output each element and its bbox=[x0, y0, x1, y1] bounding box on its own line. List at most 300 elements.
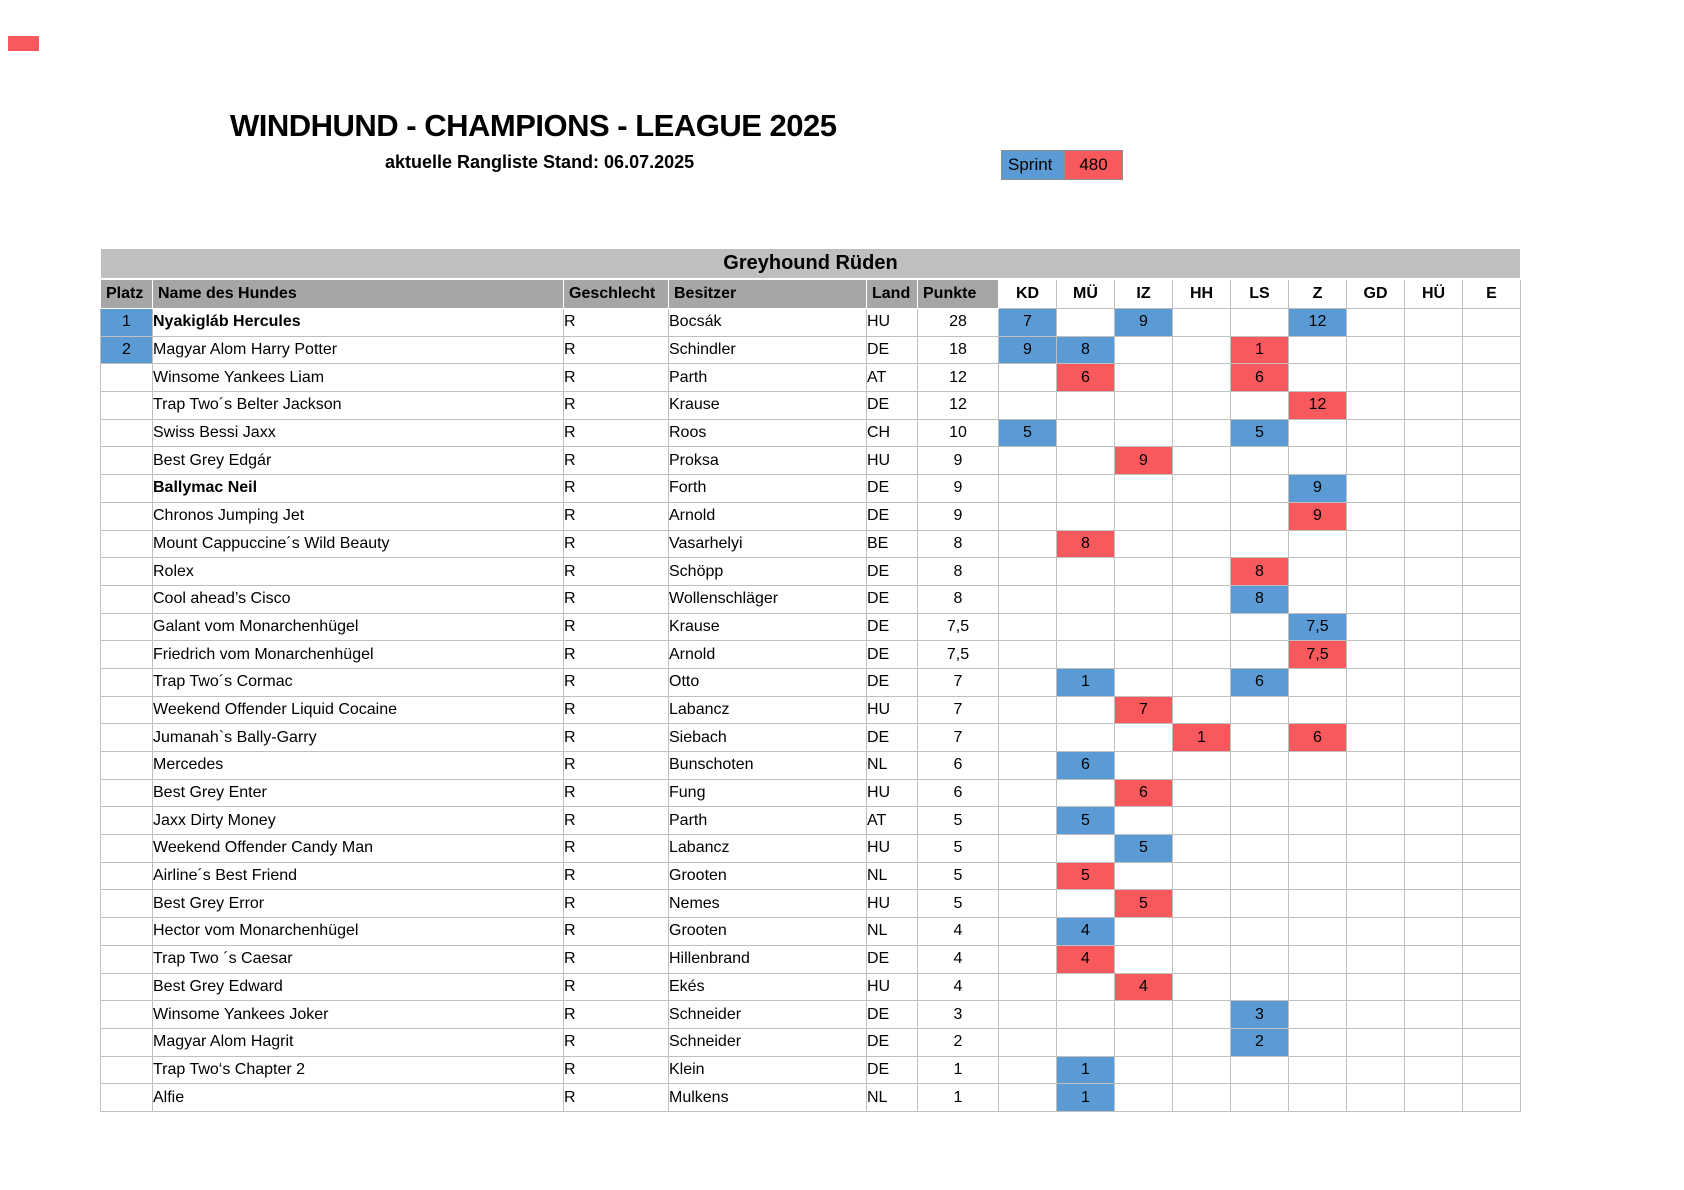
cell-score-IZ bbox=[1115, 1084, 1173, 1112]
cell-score-E bbox=[1463, 668, 1521, 696]
cell-score-Z bbox=[1289, 585, 1347, 613]
cell-score-LS bbox=[1231, 613, 1289, 641]
cell-score-KD bbox=[999, 862, 1057, 890]
cell-besitzer: Mulkens bbox=[669, 1084, 867, 1112]
cell-punkte: 18 bbox=[918, 336, 999, 364]
cell-score-GD bbox=[1347, 696, 1405, 724]
cell-besitzer: Labancz bbox=[669, 696, 867, 724]
cell-land: DE bbox=[867, 668, 918, 696]
cell-platz bbox=[101, 945, 153, 973]
cell-platz bbox=[101, 862, 153, 890]
cell-score-E bbox=[1463, 1056, 1521, 1084]
table-row bbox=[101, 447, 1521, 475]
cell-geschlecht: R bbox=[564, 890, 669, 918]
cell-score-KD bbox=[999, 558, 1057, 586]
cell-score-IZ: 6 bbox=[1115, 779, 1173, 807]
cell-geschlecht: R bbox=[564, 530, 669, 558]
cell-score-E bbox=[1463, 835, 1521, 863]
cell-score-E bbox=[1463, 309, 1521, 337]
cell-score-HÜ bbox=[1405, 585, 1463, 613]
cell-besitzer: Proksa bbox=[669, 447, 867, 475]
column-header-platz: Platz bbox=[101, 279, 153, 309]
cell-land: DE bbox=[867, 613, 918, 641]
cell-punkte: 28 bbox=[918, 309, 999, 337]
cell-score-GD bbox=[1347, 392, 1405, 420]
cell-score-KD bbox=[999, 1056, 1057, 1084]
table-row bbox=[101, 364, 1521, 392]
cell-besitzer: Krause bbox=[669, 392, 867, 420]
cell-score-HÜ bbox=[1405, 336, 1463, 364]
cell-platz bbox=[101, 613, 153, 641]
sprint-legend-value: 480 bbox=[1065, 151, 1122, 179]
cell-land: DE bbox=[867, 641, 918, 669]
cell-score-LS: 6 bbox=[1231, 364, 1289, 392]
cell-score-KD bbox=[999, 475, 1057, 503]
cell-dog-name: Magyar Alom Harry Potter bbox=[153, 336, 564, 364]
cell-dog-name: Best Grey Error bbox=[153, 890, 564, 918]
cell-punkte: 6 bbox=[918, 779, 999, 807]
cell-score-Z: 6 bbox=[1289, 724, 1347, 752]
cell-score-MÜ: 1 bbox=[1057, 1084, 1115, 1112]
cell-score-KD bbox=[999, 973, 1057, 1001]
cell-score-GD bbox=[1347, 862, 1405, 890]
cell-score-KD bbox=[999, 1084, 1057, 1112]
cell-score-Z bbox=[1289, 945, 1347, 973]
cell-dog-name: Winsome Yankees Liam bbox=[153, 364, 564, 392]
table-row bbox=[101, 475, 1521, 503]
cell-geschlecht: R bbox=[564, 641, 669, 669]
cell-score-MÜ bbox=[1057, 696, 1115, 724]
cell-score-HÜ bbox=[1405, 1001, 1463, 1029]
cell-punkte: 10 bbox=[918, 419, 999, 447]
cell-land: AT bbox=[867, 364, 918, 392]
cell-score-GD bbox=[1347, 835, 1405, 863]
cell-score-LS bbox=[1231, 309, 1289, 337]
cell-score-Z bbox=[1289, 835, 1347, 863]
cell-platz bbox=[101, 392, 153, 420]
cell-score-IZ bbox=[1115, 502, 1173, 530]
cell-score-IZ: 9 bbox=[1115, 309, 1173, 337]
cell-punkte: 9 bbox=[918, 502, 999, 530]
cell-besitzer: Schöpp bbox=[669, 558, 867, 586]
cell-score-LS bbox=[1231, 502, 1289, 530]
cell-score-MÜ: 6 bbox=[1057, 364, 1115, 392]
cell-punkte: 9 bbox=[918, 447, 999, 475]
cell-land: DE bbox=[867, 1001, 918, 1029]
cell-score-GD bbox=[1347, 724, 1405, 752]
cell-geschlecht: R bbox=[564, 502, 669, 530]
cell-dog-name: Winsome Yankees Joker bbox=[153, 1001, 564, 1029]
cell-score-Z bbox=[1289, 419, 1347, 447]
cell-besitzer: Parth bbox=[669, 364, 867, 392]
cell-score-Z bbox=[1289, 530, 1347, 558]
cell-score-Z bbox=[1289, 1028, 1347, 1056]
cell-land: HU bbox=[867, 447, 918, 475]
cell-score-KD bbox=[999, 807, 1057, 835]
cell-platz bbox=[101, 447, 153, 475]
cell-score-IZ bbox=[1115, 807, 1173, 835]
cell-score-MÜ: 5 bbox=[1057, 862, 1115, 890]
cell-punkte: 1 bbox=[918, 1056, 999, 1084]
cell-dog-name: Swiss Bessi Jaxx bbox=[153, 419, 564, 447]
table-row bbox=[101, 641, 1521, 669]
cell-score-IZ: 5 bbox=[1115, 890, 1173, 918]
cell-score-LS bbox=[1231, 530, 1289, 558]
cell-score-Z bbox=[1289, 1001, 1347, 1029]
cell-punkte: 6 bbox=[918, 752, 999, 780]
cell-score-LS: 8 bbox=[1231, 558, 1289, 586]
table-row bbox=[101, 724, 1521, 752]
cell-score-Z bbox=[1289, 807, 1347, 835]
cell-score-IZ bbox=[1115, 1056, 1173, 1084]
cell-score-KD bbox=[999, 945, 1057, 973]
cell-dog-name: Trap Two‘s Chapter 2 bbox=[153, 1056, 564, 1084]
cell-score-KD bbox=[999, 364, 1057, 392]
cell-score-MÜ bbox=[1057, 835, 1115, 863]
cell-score-HÜ bbox=[1405, 613, 1463, 641]
cell-score-GD bbox=[1347, 364, 1405, 392]
cell-score-KD: 5 bbox=[999, 419, 1057, 447]
cell-land: HU bbox=[867, 890, 918, 918]
cell-score-IZ: 9 bbox=[1115, 447, 1173, 475]
cell-besitzer: Labancz bbox=[669, 835, 867, 863]
cell-land: HU bbox=[867, 309, 918, 337]
cell-score-HH bbox=[1173, 613, 1231, 641]
cell-score-IZ: 5 bbox=[1115, 835, 1173, 863]
cell-dog-name: Airline´s Best Friend bbox=[153, 862, 564, 890]
cell-besitzer: Nemes bbox=[669, 890, 867, 918]
cell-score-E bbox=[1463, 945, 1521, 973]
cell-score-Z bbox=[1289, 1084, 1347, 1112]
cell-geschlecht: R bbox=[564, 945, 669, 973]
cell-score-E bbox=[1463, 696, 1521, 724]
cell-land: DE bbox=[867, 1028, 918, 1056]
cell-score-KD bbox=[999, 1028, 1057, 1056]
cell-dog-name: Best Grey Edward bbox=[153, 973, 564, 1001]
cell-geschlecht: R bbox=[564, 447, 669, 475]
cell-score-E bbox=[1463, 1001, 1521, 1029]
cell-land: DE bbox=[867, 585, 918, 613]
cell-besitzer: Wollenschläger bbox=[669, 585, 867, 613]
cell-dog-name: Best Grey Enter bbox=[153, 779, 564, 807]
cell-geschlecht: R bbox=[564, 835, 669, 863]
cell-score-IZ bbox=[1115, 945, 1173, 973]
cell-punkte: 5 bbox=[918, 862, 999, 890]
cell-land: NL bbox=[867, 752, 918, 780]
cell-score-LS bbox=[1231, 945, 1289, 973]
cell-punkte: 4 bbox=[918, 945, 999, 973]
cell-score-MÜ bbox=[1057, 419, 1115, 447]
table-row bbox=[101, 336, 1521, 364]
cell-score-GD bbox=[1347, 475, 1405, 503]
cell-platz bbox=[101, 641, 153, 669]
cell-score-GD bbox=[1347, 1056, 1405, 1084]
cell-score-LS bbox=[1231, 392, 1289, 420]
cell-score-IZ bbox=[1115, 364, 1173, 392]
cell-score-IZ bbox=[1115, 419, 1173, 447]
cell-punkte: 9 bbox=[918, 475, 999, 503]
table-row bbox=[101, 807, 1521, 835]
cell-score-HH bbox=[1173, 945, 1231, 973]
cell-platz bbox=[101, 807, 153, 835]
cell-score-KD bbox=[999, 724, 1057, 752]
cell-land: NL bbox=[867, 1084, 918, 1112]
cell-geschlecht: R bbox=[564, 973, 669, 1001]
cell-score-LS bbox=[1231, 752, 1289, 780]
table-row bbox=[101, 752, 1521, 780]
table-row bbox=[101, 1001, 1521, 1029]
cell-score-E bbox=[1463, 419, 1521, 447]
cell-score-LS bbox=[1231, 447, 1289, 475]
cell-besitzer: Roos bbox=[669, 419, 867, 447]
cell-score-E bbox=[1463, 530, 1521, 558]
cell-score-IZ bbox=[1115, 530, 1173, 558]
cell-score-LS: 5 bbox=[1231, 419, 1289, 447]
cell-score-LS bbox=[1231, 724, 1289, 752]
cell-score-Z bbox=[1289, 696, 1347, 724]
cell-score-HÜ bbox=[1405, 862, 1463, 890]
cell-score-IZ bbox=[1115, 752, 1173, 780]
cell-score-HH bbox=[1173, 862, 1231, 890]
cell-platz bbox=[101, 558, 153, 586]
cell-score-HÜ bbox=[1405, 724, 1463, 752]
cell-platz: 2 bbox=[101, 336, 153, 364]
cell-score-GD bbox=[1347, 585, 1405, 613]
cell-score-LS bbox=[1231, 890, 1289, 918]
cell-score-HÜ bbox=[1405, 752, 1463, 780]
cell-score-HH bbox=[1173, 392, 1231, 420]
cell-score-Z: 12 bbox=[1289, 392, 1347, 420]
column-header-event: HÜ bbox=[1405, 279, 1463, 309]
cell-score-E bbox=[1463, 779, 1521, 807]
cell-score-GD bbox=[1347, 419, 1405, 447]
column-header-event: IZ bbox=[1115, 279, 1173, 309]
cell-punkte: 1 bbox=[918, 1084, 999, 1112]
cell-land: BE bbox=[867, 530, 918, 558]
cell-score-HÜ bbox=[1405, 1028, 1463, 1056]
cell-score-HH bbox=[1173, 641, 1231, 669]
cell-score-Z bbox=[1289, 862, 1347, 890]
column-header-event: Z bbox=[1289, 279, 1347, 309]
red-marker bbox=[8, 36, 39, 51]
cell-platz bbox=[101, 668, 153, 696]
cell-score-Z: 9 bbox=[1289, 502, 1347, 530]
cell-platz bbox=[101, 973, 153, 1001]
cell-punkte: 7 bbox=[918, 696, 999, 724]
cell-score-KD bbox=[999, 918, 1057, 946]
cell-geschlecht: R bbox=[564, 336, 669, 364]
cell-score-MÜ bbox=[1057, 1001, 1115, 1029]
cell-score-LS bbox=[1231, 918, 1289, 946]
cell-geschlecht: R bbox=[564, 613, 669, 641]
cell-score-LS bbox=[1231, 779, 1289, 807]
table-row bbox=[101, 613, 1521, 641]
cell-score-IZ bbox=[1115, 641, 1173, 669]
cell-geschlecht: R bbox=[564, 558, 669, 586]
cell-score-GD bbox=[1347, 918, 1405, 946]
cell-score-HÜ bbox=[1405, 1084, 1463, 1112]
cell-score-E bbox=[1463, 918, 1521, 946]
cell-score-HÜ bbox=[1405, 696, 1463, 724]
cell-score-HH bbox=[1173, 502, 1231, 530]
cell-land: DE bbox=[867, 558, 918, 586]
column-header-event: KD bbox=[999, 279, 1057, 309]
cell-score-MÜ: 8 bbox=[1057, 336, 1115, 364]
cell-dog-name: Nyakigláb Hercules bbox=[153, 309, 564, 337]
cell-platz bbox=[101, 918, 153, 946]
cell-besitzer: Ekés bbox=[669, 973, 867, 1001]
cell-score-KD bbox=[999, 668, 1057, 696]
cell-score-HH bbox=[1173, 779, 1231, 807]
cell-score-Z bbox=[1289, 668, 1347, 696]
cell-score-IZ bbox=[1115, 862, 1173, 890]
cell-score-GD bbox=[1347, 558, 1405, 586]
column-header-name: Name des Hundes bbox=[153, 279, 564, 309]
cell-score-Z: 7,5 bbox=[1289, 641, 1347, 669]
cell-score-KD bbox=[999, 613, 1057, 641]
cell-geschlecht: R bbox=[564, 668, 669, 696]
column-header-punkte: Punkte bbox=[918, 279, 999, 309]
cell-punkte: 8 bbox=[918, 585, 999, 613]
cell-land: DE bbox=[867, 724, 918, 752]
cell-score-MÜ bbox=[1057, 1028, 1115, 1056]
cell-score-IZ bbox=[1115, 1001, 1173, 1029]
cell-land: DE bbox=[867, 1056, 918, 1084]
cell-score-LS bbox=[1231, 1056, 1289, 1084]
cell-score-HÜ bbox=[1405, 779, 1463, 807]
table-row bbox=[101, 1084, 1521, 1112]
cell-score-MÜ: 6 bbox=[1057, 752, 1115, 780]
cell-dog-name: Weekend Offender Candy Man bbox=[153, 835, 564, 863]
cell-besitzer: Arnold bbox=[669, 641, 867, 669]
cell-score-MÜ bbox=[1057, 613, 1115, 641]
cell-dog-name: Trap Two´s Belter Jackson bbox=[153, 392, 564, 420]
cell-score-MÜ bbox=[1057, 558, 1115, 586]
cell-punkte: 3 bbox=[918, 1001, 999, 1029]
cell-score-MÜ: 4 bbox=[1057, 945, 1115, 973]
column-header-geschlecht: Geschlecht bbox=[564, 279, 669, 309]
cell-platz bbox=[101, 890, 153, 918]
cell-score-MÜ: 1 bbox=[1057, 1056, 1115, 1084]
cell-besitzer: Krause bbox=[669, 613, 867, 641]
cell-land: DE bbox=[867, 945, 918, 973]
cell-score-GD bbox=[1347, 530, 1405, 558]
cell-score-MÜ bbox=[1057, 309, 1115, 337]
cell-score-LS: 6 bbox=[1231, 668, 1289, 696]
cell-dog-name: Chronos Jumping Jet bbox=[153, 502, 564, 530]
table-row bbox=[101, 419, 1521, 447]
cell-score-E bbox=[1463, 364, 1521, 392]
cell-score-KD bbox=[999, 392, 1057, 420]
section-title: Greyhound Rüden bbox=[101, 249, 1521, 280]
cell-score-E bbox=[1463, 475, 1521, 503]
cell-geschlecht: R bbox=[564, 392, 669, 420]
cell-score-MÜ: 4 bbox=[1057, 918, 1115, 946]
cell-score-E bbox=[1463, 862, 1521, 890]
cell-dog-name: Alfie bbox=[153, 1084, 564, 1112]
cell-score-E bbox=[1463, 752, 1521, 780]
cell-besitzer: Bocsák bbox=[669, 309, 867, 337]
cell-score-LS: 8 bbox=[1231, 585, 1289, 613]
cell-score-HÜ bbox=[1405, 973, 1463, 1001]
cell-score-LS bbox=[1231, 696, 1289, 724]
cell-score-LS bbox=[1231, 475, 1289, 503]
cell-besitzer: Forth bbox=[669, 475, 867, 503]
cell-score-KD bbox=[999, 1001, 1057, 1029]
cell-geschlecht: R bbox=[564, 475, 669, 503]
cell-geschlecht: R bbox=[564, 696, 669, 724]
cell-besitzer: Bunschoten bbox=[669, 752, 867, 780]
cell-score-IZ bbox=[1115, 613, 1173, 641]
cell-score-E bbox=[1463, 724, 1521, 752]
cell-geschlecht: R bbox=[564, 1084, 669, 1112]
table-row bbox=[101, 530, 1521, 558]
cell-punkte: 12 bbox=[918, 364, 999, 392]
cell-score-LS: 3 bbox=[1231, 1001, 1289, 1029]
cell-platz bbox=[101, 835, 153, 863]
column-header-event: LS bbox=[1231, 279, 1289, 309]
cell-geschlecht: R bbox=[564, 1028, 669, 1056]
cell-geschlecht: R bbox=[564, 1056, 669, 1084]
cell-geschlecht: R bbox=[564, 862, 669, 890]
cell-score-GD bbox=[1347, 890, 1405, 918]
cell-score-KD bbox=[999, 502, 1057, 530]
cell-score-E bbox=[1463, 807, 1521, 835]
cell-score-GD bbox=[1347, 945, 1405, 973]
cell-besitzer: Arnold bbox=[669, 502, 867, 530]
cell-platz bbox=[101, 530, 153, 558]
cell-land: DE bbox=[867, 502, 918, 530]
cell-besitzer: Hillenbrand bbox=[669, 945, 867, 973]
table-row bbox=[101, 696, 1521, 724]
cell-besitzer: Parth bbox=[669, 807, 867, 835]
cell-punkte: 5 bbox=[918, 807, 999, 835]
cell-platz bbox=[101, 585, 153, 613]
cell-score-KD bbox=[999, 779, 1057, 807]
cell-score-HH bbox=[1173, 364, 1231, 392]
cell-score-MÜ bbox=[1057, 475, 1115, 503]
cell-geschlecht: R bbox=[564, 364, 669, 392]
cell-dog-name: Trap Two ´s Caesar bbox=[153, 945, 564, 973]
cell-score-IZ bbox=[1115, 558, 1173, 586]
cell-land: NL bbox=[867, 918, 918, 946]
cell-dog-name: Weekend Offender Liquid Cocaine bbox=[153, 696, 564, 724]
table-row bbox=[101, 835, 1521, 863]
cell-platz bbox=[101, 1056, 153, 1084]
cell-platz bbox=[101, 1084, 153, 1112]
cell-geschlecht: R bbox=[564, 585, 669, 613]
cell-score-E bbox=[1463, 585, 1521, 613]
cell-score-GD bbox=[1347, 1001, 1405, 1029]
cell-land: HU bbox=[867, 835, 918, 863]
cell-score-HH bbox=[1173, 419, 1231, 447]
table-row bbox=[101, 558, 1521, 586]
cell-score-HÜ bbox=[1405, 447, 1463, 475]
sprint-legend-label: Sprint bbox=[1002, 151, 1065, 179]
cell-platz bbox=[101, 724, 153, 752]
cell-score-E bbox=[1463, 613, 1521, 641]
cell-geschlecht: R bbox=[564, 779, 669, 807]
cell-dog-name: Jumanah`s Bally-Garry bbox=[153, 724, 564, 752]
cell-score-MÜ bbox=[1057, 585, 1115, 613]
cell-dog-name: Ballymac Neil bbox=[153, 475, 564, 503]
cell-score-IZ bbox=[1115, 392, 1173, 420]
cell-punkte: 7 bbox=[918, 724, 999, 752]
cell-besitzer: Klein bbox=[669, 1056, 867, 1084]
cell-geschlecht: R bbox=[564, 752, 669, 780]
cell-platz bbox=[101, 475, 153, 503]
column-header-event: HH bbox=[1173, 279, 1231, 309]
